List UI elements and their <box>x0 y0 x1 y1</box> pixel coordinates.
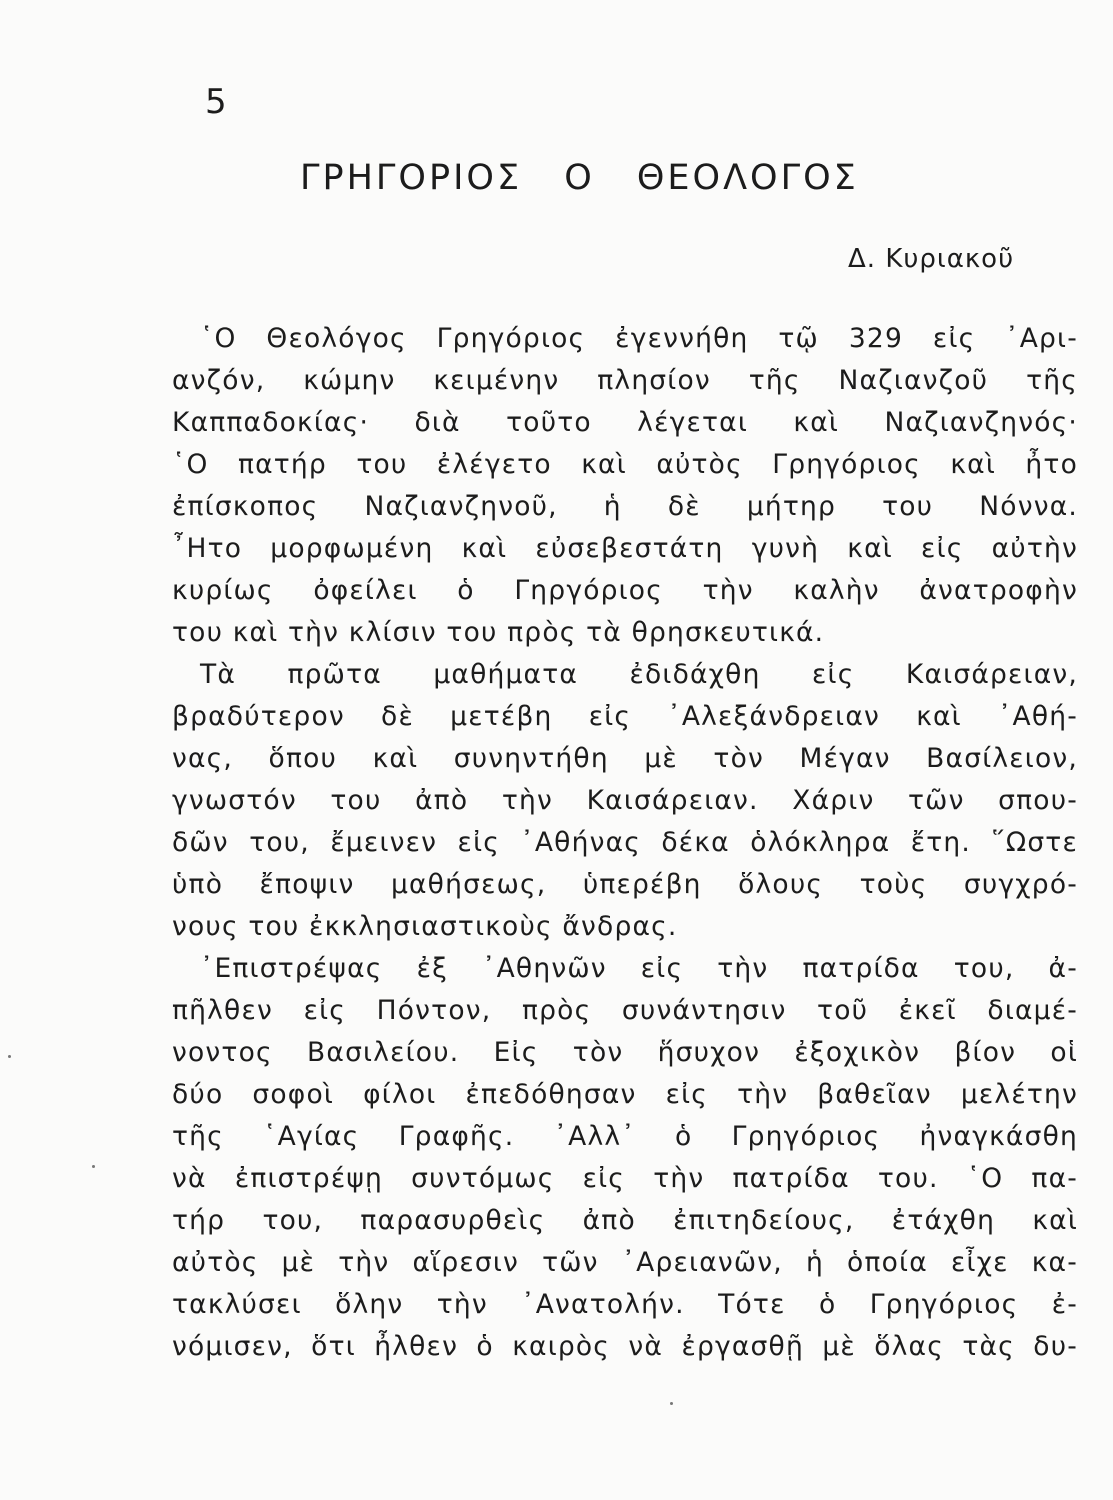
scan-speck <box>8 1055 11 1058</box>
text-line: νοντος Βασιλείου. Εἰς τὸν ἥσυχον ἐξοχικὸν βίον οἱ <box>172 1037 1078 1068</box>
page-title: ΓΡΗΓΟΡΙΟΣ Ο ΘΕΟΛΟΓΟΣ <box>300 158 859 198</box>
text-line: νόμισεν, ὅτι ἦλθεν ὁ καιρὸς νὰ ἐργασθῇ μὲ ὅλας τὰς δυ- <box>172 1331 1078 1362</box>
text-line: νὰ ἐπιστρέψῃ συντόμως εἰς τὴν πατρίδα του. ῾Ο πα- <box>172 1163 1078 1194</box>
scan-speck <box>92 1165 95 1168</box>
text-line: νας, ὅπου καὶ συνηντήθη μὲ τὸν Μέγαν Βασίλειον, <box>172 743 1078 774</box>
text-line: του καὶ τὴν κλίσιν του πρὸς τὰ θρησκευτικά. <box>172 617 825 648</box>
text-line: ῾Ο πατήρ του ἐλέγετο καὶ αὐτὸς Γρηγόριος καὶ ἦτο <box>172 449 1078 480</box>
text-line: ῾Ο Θεολόγος Γρηγόριος ἐγεννήθη τῷ 329 εἰς ᾿Αρι- <box>200 323 1078 354</box>
text-line: δῶν του, ἔμεινεν εἰς ᾿Αθήνας δέκα ὁλόκληρα ἔτη. ῞Ωστε <box>172 827 1078 858</box>
text-line: γνωστόν του ἀπὸ τὴν Καισάρειαν. Χάριν τῶν σπου- <box>172 785 1078 816</box>
text-line: ανζόν, κώμην κειμένην πλησίον τῆς Ναζιανζοῦ τῆς <box>172 365 1078 396</box>
text-line: Τὰ πρῶτα μαθήματα ἐδιδάχθη εἰς Καισάρειαν, <box>200 659 1078 690</box>
text-line: αὐτὸς μὲ τὴν αἵρεσιν τῶν ᾿Αρειανῶν, ἡ ὁποία εἶχε κα- <box>172 1247 1078 1278</box>
text-line: κυρίως ὀφείλει ὁ Γηργόριος τὴν καλὴν ἀνατροφὴν <box>172 575 1078 606</box>
author-byline: Δ. Κυριακοῦ <box>848 244 1015 274</box>
text-line: ἐπίσκοπος Ναζιανζηνοῦ, ἡ δὲ μήτηρ του Νόννα. <box>172 491 1078 522</box>
text-line: ὑπὸ ἔποψιν μαθήσεως, ὑπερέβη ὅλους τοὺς συγχρό- <box>172 869 1078 900</box>
scan-speck <box>670 1402 673 1405</box>
text-line: βραδύτερον δὲ μετέβη εἰς ᾿Αλεξάνδρειαν καὶ ᾿Αθή- <box>172 701 1078 732</box>
text-line: πῆλθεν εἰς Πόντον, πρὸς συνάντησιν τοῦ ἐκεῖ διαμέ- <box>172 995 1078 1026</box>
body-text <box>172 318 1078 1368</box>
text-line: ῏Ητο μορφωμένη καὶ εὐσεβεστάτη γυνὴ καὶ εἰς αὐτὴν <box>172 533 1078 564</box>
text-line: ᾿Επιστρέψας ἐξ ᾿Αθηνῶν εἰς τὴν πατρίδα του, ἀ- <box>200 953 1078 984</box>
text-line: νους του ἐκκλησιαστικοὺς ἄνδρας. <box>172 911 678 942</box>
page-number: 5 <box>205 82 228 122</box>
text-line: τῆς ῾Αγίας Γραφῆς. ᾿Αλλ᾿ ὁ Γρηγόριος ἠναγκάσθη <box>172 1121 1078 1152</box>
text-line: Καππαδοκίας· διὰ τοῦτο λέγεται καὶ Ναζιανζηνός· <box>172 407 1078 438</box>
text-line: τήρ του, παρασυρθεὶς ἀπὸ ἐπιτηδείους, ἐτάχθη καὶ <box>172 1205 1078 1236</box>
text-line: τακλύσει ὅλην τὴν ᾿Ανατολήν. Τότε ὁ Γρηγόριος ἐ- <box>172 1289 1078 1320</box>
text-line: δύο σοφοὶ φίλοι ἐπεδόθησαν εἰς τὴν βαθεῖαν μελέτην <box>172 1079 1078 1110</box>
